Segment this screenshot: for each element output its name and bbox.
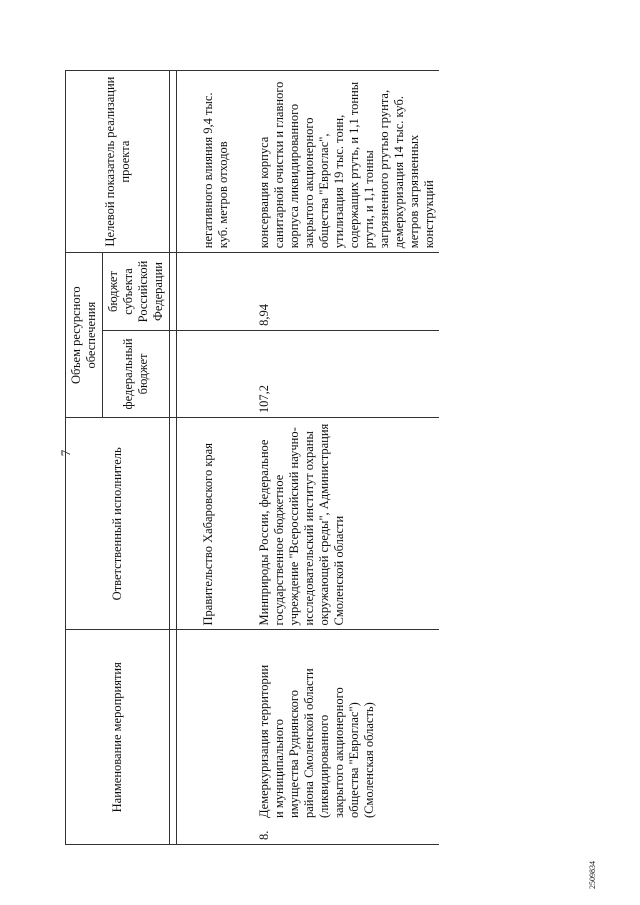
cell-federal: 107,2 — [255, 330, 439, 417]
row-name: Демеркуризация территории и муниципального имущества Руднянского района Смоленской области (ликвидированного закрытого акционерного общества "Евроглас") (Смоленская область) — [257, 664, 376, 818]
header-responsible: Ответственный исполнитель — [66, 418, 170, 630]
table-row — [199, 71, 233, 845]
cell-name — [199, 630, 233, 845]
cell-target: негативного влияния 9,4 тыс. куб. метров отходов — [199, 71, 233, 253]
cell-name — [255, 630, 439, 845]
page-number: 7 — [58, 449, 73, 457]
cell-responsible: Минприроды России, федеральное государственное бюджетное учреждение "Всероссийский научно-исследовательский институт охраны окружающей среды", Администрация Смоленской области — [255, 418, 439, 630]
table-header-row — [66, 71, 103, 845]
table-row — [255, 71, 439, 845]
header-target: Целевой показатель реализации проекта — [66, 71, 170, 253]
cell-federal — [199, 330, 233, 417]
header-federal: федеральный бюджет — [103, 330, 170, 417]
cell-responsible: Правительство Хабаровского края — [199, 418, 233, 630]
row-number: 8. — [257, 830, 271, 840]
column-number-strip — [170, 71, 177, 845]
events-table — [65, 70, 439, 845]
document-code: 2509834 — [588, 861, 597, 889]
cell-regional: 8,94 — [255, 253, 439, 331]
cell-target: консервация корпуса санитарной очистки и главного корпуса ликвидированного закрытого акционерного общества "Евроглас", утилизация 19 тыс. тонн, содержащих ртуть, и 1,1 тонны ртути, и 1,1 тонны загрязненного ртутью грунта, демеркуризация 14 тыс. куб. метров загрязненных конструкций — [255, 71, 439, 253]
header-regional: бюджет субъекта Российской Федерации — [103, 253, 170, 331]
header-name: Наименование мероприятия — [66, 630, 170, 845]
header-resources: Объем ресурсного обеспечения — [66, 253, 103, 418]
cell-regional — [199, 253, 233, 331]
